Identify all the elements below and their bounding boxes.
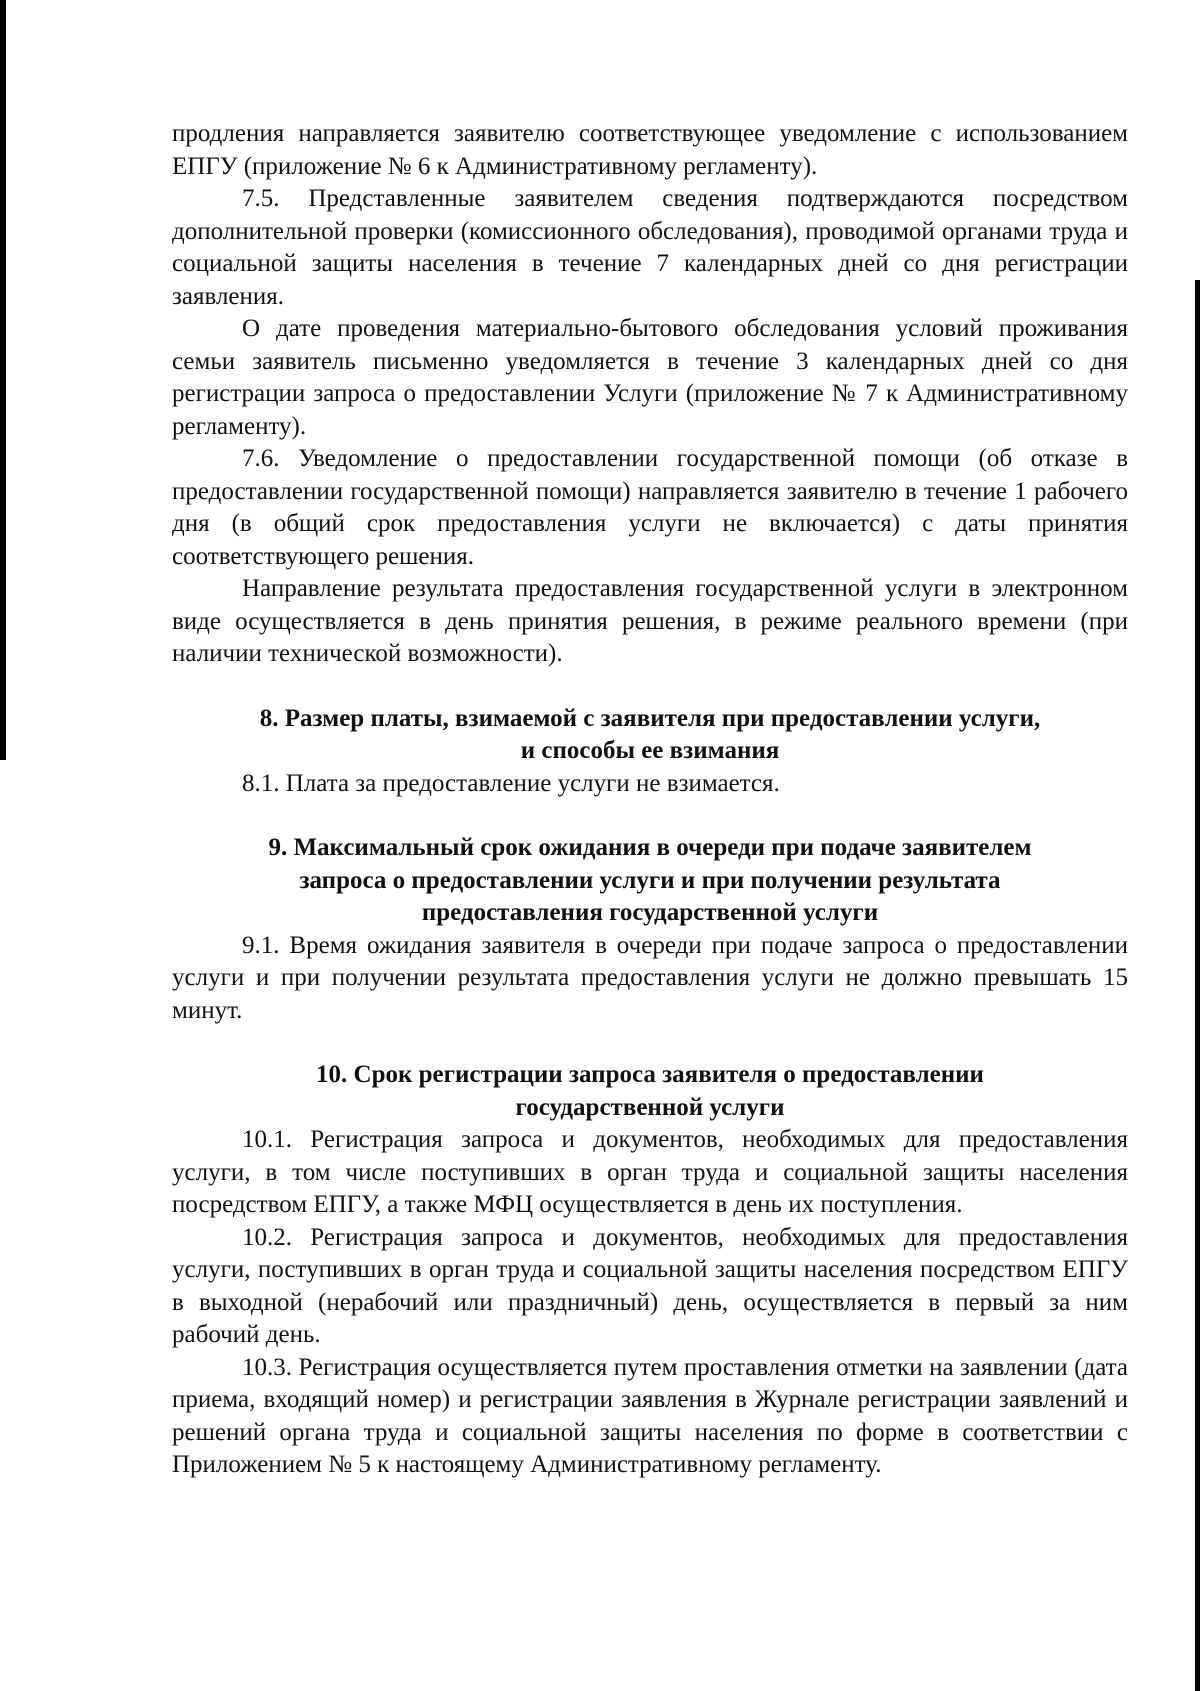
section-heading bbox=[172, 1059, 1128, 1124]
section-heading bbox=[172, 703, 1128, 768]
paragraph: 10.3. Регистрация осуществляется путем проставления отметки на заявлении (дата приема, входящий номер) и регистрации заявления в Журнале регистрации заявлений и решений органа труда и социальной защиты населения по форме в соответствии с Приложением № 5 к настоящему Административному регламенту. bbox=[172, 1353, 1128, 1478]
section-heading-line: предоставления государственной услуги bbox=[421, 899, 879, 926]
section-heading-line: и способы ее взимания bbox=[520, 737, 780, 764]
paragraph: продления направляется заявителю соответствующее уведомление с использованием ЕПГУ (приложение № 6 к Административному регламенту). bbox=[172, 120, 1128, 180]
paragraph: 7.5. Представленные заявителем сведения подтверждаются посредством дополнительной проверки (комиссионного обследования), проводимой органами труда и социальной защиты населения в течение 7 календарных дней со дня регистрации заявления. bbox=[172, 185, 1128, 310]
section-heading bbox=[172, 832, 1128, 930]
section-spacer bbox=[172, 800, 1128, 832]
paragraph: 7.6. Уведомление о предоставлении государственной помощи (об отказе в предоставлении государственной помощи) направляется заявителю в течение 1 рабочего дня (в общий срок предоставления услуги не включается) с даты принятия соответствующего решения. bbox=[172, 445, 1128, 570]
section-heading-line: 8. Размер платы, взимаемой с заявителя при предоставлении услуги, bbox=[259, 704, 1041, 732]
section-spacer bbox=[172, 1027, 1128, 1059]
paragraph: О дате проведения материально-бытового обследования условий проживания семьи заявитель письменно уведомляется в течение 3 календарных дней со дня регистрации запроса о предоставлении Услуги (приложение № 7 к Административному регламенту). bbox=[172, 315, 1128, 440]
section-heading-line: 10. Срок регистрации запроса заявителя о предоставлении bbox=[316, 1061, 984, 1088]
paragraph: Направление результата предоставления государственной услуги в электронном виде осуществляется в день принятия решения, в режиме реального времени (при наличии технической возможности). bbox=[172, 575, 1128, 667]
section-heading-line: государственной услуги bbox=[515, 1093, 785, 1121]
section-spacer bbox=[172, 671, 1128, 703]
section-heading-line: запроса о предоставлении услуги и при получении результата bbox=[299, 866, 1001, 894]
document-page bbox=[172, 118, 1128, 1482]
paragraph: 9.1. Время ожидания заявителя в очереди при подаче запроса о предоставлении услуги и при получении результата предоставления услуги не должно превышать 15 минут. bbox=[172, 931, 1128, 1024]
paragraph: 8.1. Плата за предоставление услуги не взимается. bbox=[242, 769, 780, 797]
section-heading-line: 9. Максимальный срок ожидания в очереди при подаче заявителем bbox=[268, 834, 1032, 861]
paragraph: 10.1. Регистрация запроса и документов, необходимых для предоставления услуги, в том числе поступивших в орган труда и социальной защиты населения посредством ЕПГУ, а также МФЦ осуществляется в день их поступления. bbox=[172, 1126, 1128, 1218]
scan-right-edge bbox=[1195, 280, 1200, 1691]
paragraph: 10.2. Регистрация запроса и документов, необходимых для предоставления услуги, поступивших в орган труда и социальной защиты населения посредством ЕПГУ в выходной (нерабочий или праздничный) день, осуществляется в первый за ним рабочий день. bbox=[172, 1223, 1128, 1348]
scan-left-edge bbox=[0, 0, 6, 760]
